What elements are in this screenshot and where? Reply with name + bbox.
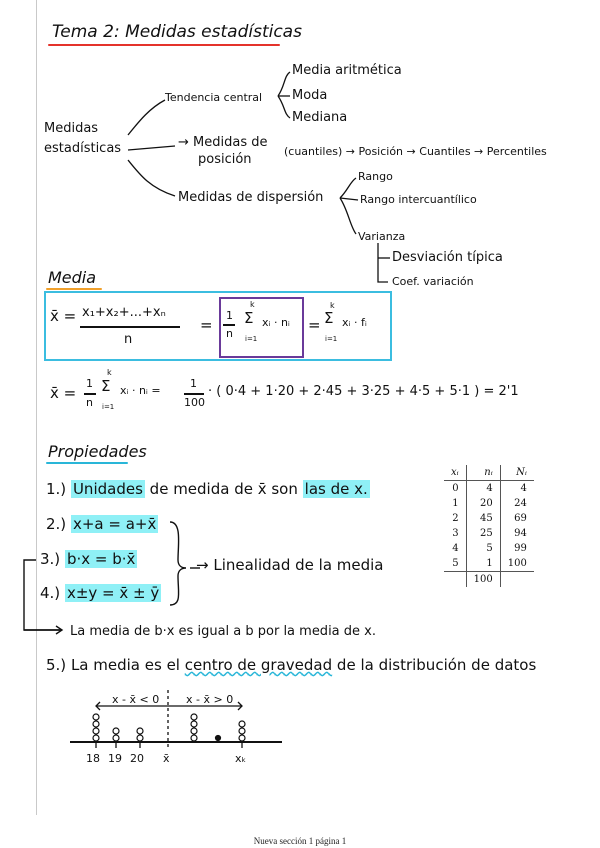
table-cell: 25 [466,526,500,541]
linealidad-label: → Linealidad de la media [196,556,384,574]
formula-equals-3: = [308,316,321,334]
tree-central-item-2: Moda [292,88,328,103]
table-row [444,556,534,572]
formula-sigma: Σ [244,309,254,327]
frequency-table [444,465,534,587]
tree-central-item-1: Media aritmética [292,63,402,78]
tree-root-line1: Medidas [44,121,99,136]
property-2: 2.) x+a = a+x̄ [46,515,157,533]
example-sum-bottom: i=1 [102,403,115,411]
property-4: 4.) x±y = x̄ ± ȳ [40,584,160,602]
table-cell: 5 [444,556,466,572]
diagram-tick-20: 20 [130,752,144,765]
diagram-tick-xk: xₖ [235,752,247,765]
example-frac-num: 1 [86,377,93,390]
formula-sigma-2: Σ [324,309,334,327]
table-row [444,481,534,497]
tree-varianza-item-1: Desviación típica [392,250,503,265]
table-cell: 4 [520,483,527,494]
table-header-ni: nᵢ [466,465,500,481]
page-title: Tema 2: Medidas estadísticas [52,22,302,42]
diagram-tick-19: 19 [108,752,122,765]
example-sigma: Σ [101,377,111,395]
table-cell: 45 [466,511,500,526]
table-row [444,511,534,526]
tree-central-item-3: Mediana [292,110,348,125]
tree-central: Tendencia central [165,91,263,104]
formula-denominator: n [124,332,133,347]
table-header-row [444,465,534,481]
table-cell: 0 [444,481,466,497]
tree-position-line1: → Medidas de [178,135,268,150]
example-expression: · ( 0·4 + 1·20 + 2·45 + 3·25 + 4·5 + 5·1 ) = 2'1 [208,384,519,399]
property-3: 3.) b·x = b·x̄ [40,550,136,568]
table-row [444,496,534,511]
table-cell: 3 [444,526,466,541]
example-frac2-den: 100 [184,396,205,409]
property-1: 1.) Unidades de medida de x̄ son las de x. [46,480,368,498]
tree-varianza-item-2: Coef. variación [392,275,474,288]
formula-sum-top: k [250,300,255,309]
table-header-Ni: Nᵢ [500,465,534,481]
table-cell: 99 [514,543,527,554]
table-row [444,541,534,556]
formula-numerator: x₁+x₂+...+xₙ [82,305,166,320]
formula-lhs: x̄ = [50,307,77,325]
table-cell [500,572,534,588]
diagram-tick-18: 18 [86,752,100,765]
formula-frac-num: 1 [226,309,233,322]
example-lhs: x̄ = [50,384,77,402]
table-cell: 24 [514,498,527,509]
example-frac-den: n [86,396,93,409]
formula-sum2-body: xᵢ · fᵢ [342,316,367,329]
tree-position-line2: posición [198,152,252,167]
table-total-cell: 100 [466,572,500,588]
tree-dispersion-item-1: Rango [358,170,393,183]
example-sum-body: xᵢ · nᵢ = [120,384,161,397]
formula-equals-2: = [200,316,213,334]
formula-frac-den: n [226,327,233,340]
tree-dispersion-item-3: Varianza [358,230,406,243]
table-cell: 1 [444,496,466,511]
table-row [444,526,534,541]
table-cell: 4 [444,541,466,556]
table-cell: 69 [514,513,527,524]
page-footer: Nueva sección 1 página 1 [253,836,347,846]
table-cell [444,572,466,588]
tree-dispersion: Medidas de dispersión [178,190,324,205]
table-cell: 4 [466,481,500,497]
table-total-row [444,572,534,588]
propiedades-heading: Propiedades [48,442,147,461]
property-5: 5.) La media es el centro de gravedad de la distribución de datos [46,656,537,674]
table-cell: 20 [466,496,500,511]
table-header-xi: xᵢ [444,465,466,481]
example-frac2-num: 1 [190,377,197,390]
diagram-tick-mean: x̄ [163,752,170,765]
linealidad-note: La media de b·x es igual a b por la media de x. [70,624,376,639]
table-cell: 5 [466,541,500,556]
media-heading: Media [48,268,97,287]
diagram-right-label: x - x̄ > 0 [186,693,234,706]
tree-position-chain: (cuantiles) → Posición → Cuantiles → Percentiles [284,145,547,158]
tree-root-line2: estadísticas [44,141,122,156]
formula-sum-body: xᵢ · nᵢ [262,316,290,329]
table-cell: 94 [514,528,527,539]
diagram-left-label: x - x̄ < 0 [112,693,160,706]
table-cell: 1 [466,556,500,572]
tree-dispersion-item-2: Rango intercuantílico [360,193,477,206]
table-cell: 2 [444,511,466,526]
table-cell: 100 [507,558,527,569]
formula-sum2-top: k [330,301,335,310]
formula-sum-bottom: i=1 [245,335,258,343]
formula-sum2-bottom: i=1 [325,335,338,343]
example-sum-top: k [107,368,112,377]
